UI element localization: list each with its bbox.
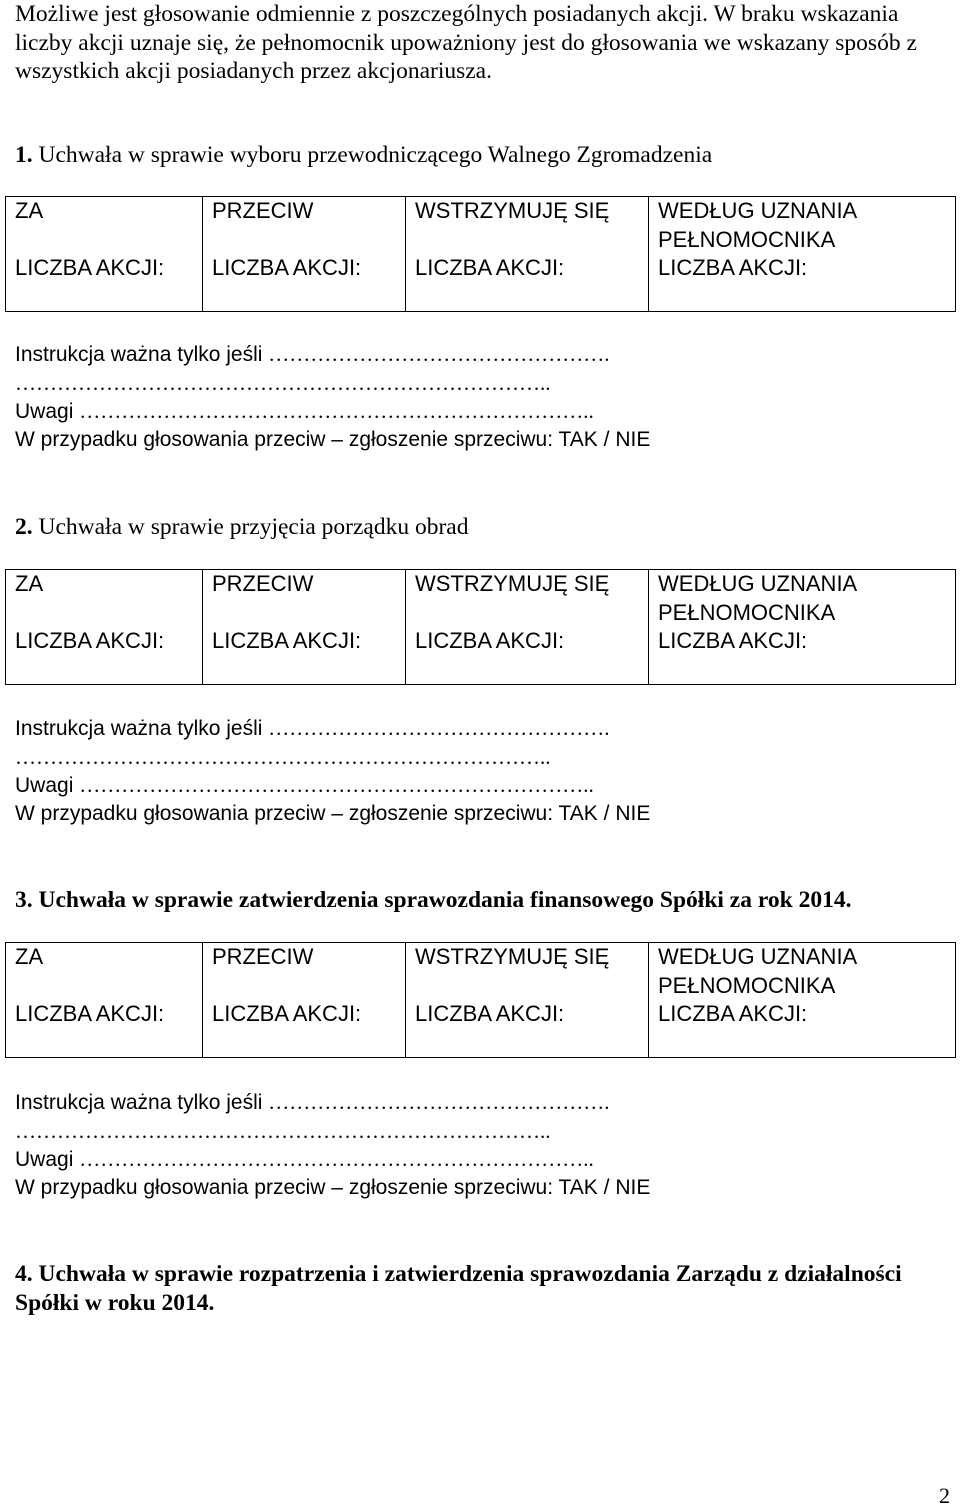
continuation-dots: ………………………………………………………………….. xyxy=(15,1118,551,1143)
option-label: ZA xyxy=(15,571,44,596)
resolution-title-text: Uchwała w sprawie wyboru przewodniczącego Walnego Zgromadzenia xyxy=(38,142,713,168)
shares-label: LICZBA AKCJI: xyxy=(415,628,565,653)
continuation-dots: ………………………………………………………………….. xyxy=(15,370,551,395)
instruction-label: Instrukcja ważna tylko jeśli xyxy=(15,1091,269,1114)
shares-label: LICZBA AKCJI: xyxy=(15,628,165,653)
intro-paragraph: Możliwe jest głosowanie odmiennie z poszczególnych posiadanych akcji. W braku wskazania liczby akcji uznaje się, że pełnomocnik upoważniony jest do głosowania we wskazany sposób z wszystkich akcji posiadanych przez akcjonariusza. xyxy=(15,1,917,84)
shares-label: LICZBA AKCJI: xyxy=(658,1001,808,1026)
option-label: PRZECIW xyxy=(212,944,314,969)
resolution-title-text: Uchwała w sprawie przyjęcia porządku obrad xyxy=(38,514,469,540)
option-label: ZA xyxy=(15,198,44,223)
instruction-label: Instrukcja ważna tylko jeśli xyxy=(15,343,269,366)
option-label: WEDŁUG UZNANIA PEŁNOMOCNIKA xyxy=(658,571,858,625)
resolution-title xyxy=(15,886,955,915)
vote-option-wstrzymuje[interactable] xyxy=(406,570,649,684)
option-label: WEDŁUG UZNANIA PEŁNOMOCNIKA xyxy=(658,944,858,998)
remarks-label: Uwagi xyxy=(15,400,80,423)
option-label: WSTRZYMUJĘ SIĘ xyxy=(415,944,610,969)
objection-line[interactable] xyxy=(15,1174,650,1203)
resolution-title-text: Uchwała w sprawie zatwierdzenia sprawozdania finansowego Spółki za rok 2014. xyxy=(38,887,852,913)
shares-label: LICZBA AKCJI: xyxy=(212,1001,362,1026)
vote-option-wstrzymuje[interactable] xyxy=(406,943,649,1057)
continuation-line[interactable] xyxy=(15,369,551,399)
option-label: PRZECIW xyxy=(212,198,314,223)
remarks-dots: ……………………………………………………………….. xyxy=(79,1147,594,1171)
instruction-dots: …………………………………………. xyxy=(268,716,610,740)
shares-label: LICZBA AKCJI: xyxy=(15,1001,165,1026)
option-label: WSTRZYMUJĘ SIĘ xyxy=(415,571,610,596)
vote-option-wedlug-uznania[interactable] xyxy=(649,570,955,684)
vote-table xyxy=(5,942,956,1058)
vote-option-przeciw[interactable] xyxy=(203,943,406,1057)
shares-label: LICZBA AKCJI: xyxy=(15,255,165,280)
remarks-label: Uwagi xyxy=(15,774,80,797)
resolution-title-text: Uchwała w sprawie rozpatrzenia i zatwierdzenia sprawozdania Zarządu z działalności Spółki w roku 2014. xyxy=(15,1261,902,1316)
continuation-line[interactable] xyxy=(15,1117,551,1147)
vote-option-za[interactable] xyxy=(6,943,203,1057)
remarks-dots: ……………………………………………………………….. xyxy=(79,773,594,797)
remarks-line[interactable] xyxy=(15,397,594,427)
resolution-title xyxy=(15,141,955,170)
shares-label: LICZBA AKCJI: xyxy=(212,628,362,653)
instruction-line[interactable] xyxy=(15,340,610,370)
resolution-number: 3. xyxy=(15,887,33,913)
objection-text: W przypadku głosowania przeciw – zgłoszenie sprzeciwu: TAK / NIE xyxy=(15,801,651,825)
option-label: WEDŁUG UZNANIA PEŁNOMOCNIKA xyxy=(658,198,858,252)
objection-text: W przypadku głosowania przeciw – zgłoszenie sprzeciwu: TAK / NIE xyxy=(15,1175,651,1199)
shares-label: LICZBA AKCJI: xyxy=(415,255,565,280)
vote-option-przeciw[interactable] xyxy=(203,570,406,684)
vote-option-przeciw[interactable] xyxy=(203,197,406,311)
vote-option-wedlug-uznania[interactable] xyxy=(649,197,955,311)
shares-label: LICZBA AKCJI: xyxy=(658,255,808,280)
instruction-dots: …………………………………………. xyxy=(268,342,610,366)
objection-text: W przypadku głosowania przeciw – zgłoszenie sprzeciwu: TAK / NIE xyxy=(15,427,651,451)
page-number: 2 xyxy=(939,1483,950,1508)
resolution-number: 2. xyxy=(15,514,33,540)
shares-label: LICZBA AKCJI: xyxy=(212,255,362,280)
instruction-line[interactable] xyxy=(15,1088,610,1118)
resolution-number: 4. xyxy=(15,1261,33,1287)
vote-option-za[interactable] xyxy=(6,570,203,684)
instruction-dots: …………………………………………. xyxy=(268,1090,610,1114)
option-label: PRZECIW xyxy=(212,571,314,596)
resolution-number: 1. xyxy=(15,142,33,168)
continuation-line[interactable] xyxy=(15,743,551,773)
shares-label: LICZBA AKCJI: xyxy=(658,628,808,653)
objection-line[interactable] xyxy=(15,800,650,829)
remarks-line[interactable] xyxy=(15,771,594,801)
resolution-title xyxy=(15,513,955,542)
vote-option-wedlug-uznania[interactable] xyxy=(649,943,955,1057)
continuation-dots: ………………………………………………………………….. xyxy=(15,744,551,769)
remarks-dots: ……………………………………………………………….. xyxy=(79,399,594,423)
vote-option-wstrzymuje[interactable] xyxy=(406,197,649,311)
remarks-line[interactable] xyxy=(15,1145,594,1175)
option-label: WSTRZYMUJĘ SIĘ xyxy=(415,198,610,223)
vote-table xyxy=(5,196,956,312)
instruction-label: Instrukcja ważna tylko jeśli xyxy=(15,717,269,740)
vote-option-za[interactable] xyxy=(6,197,203,311)
vote-table xyxy=(5,569,956,685)
shares-label: LICZBA AKCJI: xyxy=(415,1001,565,1026)
objection-line[interactable] xyxy=(15,426,650,455)
remarks-label: Uwagi xyxy=(15,1148,80,1171)
option-label: ZA xyxy=(15,944,44,969)
resolution-title xyxy=(15,1260,955,1317)
instruction-line[interactable] xyxy=(15,714,610,744)
